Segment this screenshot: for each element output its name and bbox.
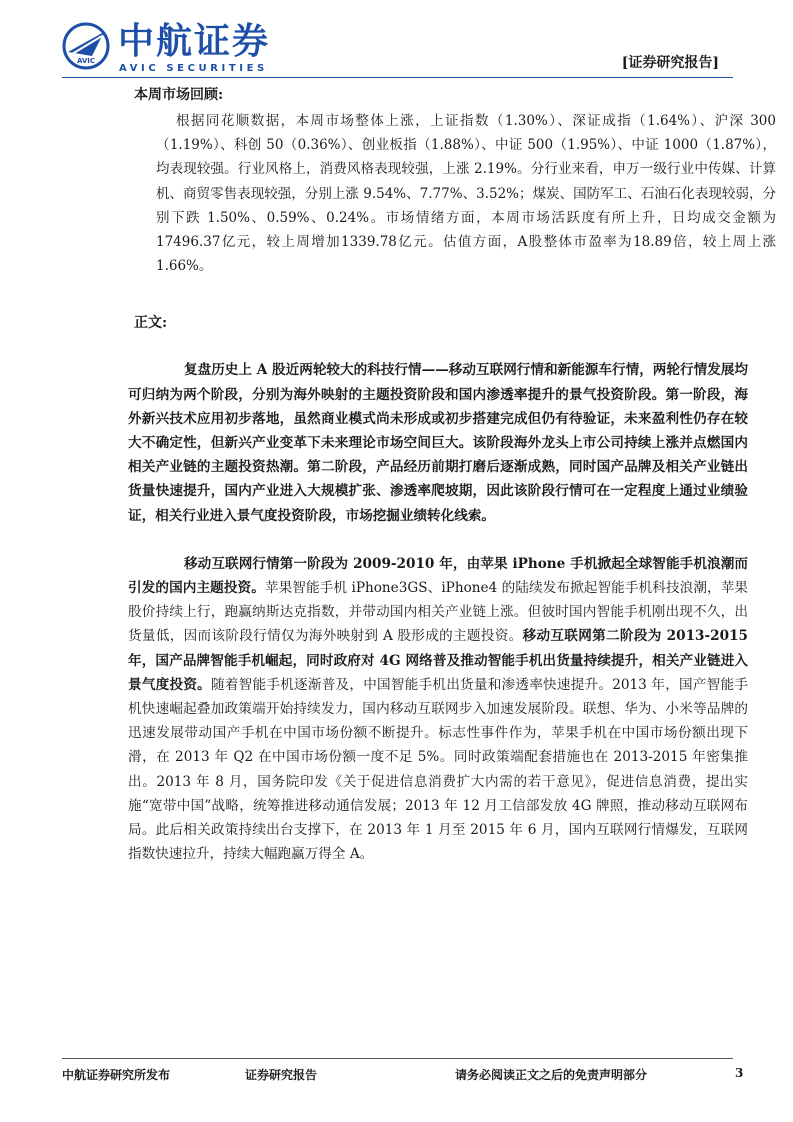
avic-emblem-icon <box>62 22 110 70</box>
page-number: 3 <box>735 1066 744 1080</box>
page-content <box>128 84 776 866</box>
header-divider <box>62 77 733 78</box>
report-type-tag: [证券研究报告] <box>621 55 719 71</box>
logo-english: AVIC SECURITIES <box>119 63 268 74</box>
mobile-internet-phase-1-summary: 移动互联网行情第一阶段为 2009-2010 年，由苹果 iPhone 手机掀起全球智能手机浪潮而引发的国内主题投资。 <box>128 555 748 597</box>
footer-divider <box>62 1058 733 1059</box>
page-header <box>0 0 793 80</box>
logo-chinese: 中航证券 <box>118 21 271 62</box>
mobile-internet-phase-2-detail: 随着智能手机逐渐普及，中国智能手机出货量和渗透率快速提升。2013 年，国产智能手机快速崛起叠加政策端开始持续发力，国内移动互联网步入加速发展阶段。联想、华为、小米等品牌的迅速发展带动国产手机在中国市场份额不断提升。标志性事件作为，苹果手机在中国市场份额出现下滑，在 2013 年 Q2 在中国市场份额一度不足 5%。同时政策端配套措施也在 2013-2015 年密集推出。2013 年 8 月，国务院印发《关于促进信息消费扩大内需的若干意见》，促进信息消费，提出实施“宽带中国”战略，统筹推进移动通信发展；2013 年 12 月工信部发放 4G 牌照，推动移动互联网布局。此后相关政策持续出台支撑下，在 2013 年 1 月至 2015 年 6 月，国内互联网行情爆发，互联网指数快速拉升，持续大幅跑赢万得全 A。 <box>128 676 748 863</box>
weekly-review-text: 根据同花顺数据，本周市场整体上涨，上证指数（1.30%）、深证成指（1.64%）、沪深 300（1.19%）、科创 50（0.36%）、创业板指（1.88%）、中证 500（1.95%）、中证 1000（1.87%），均表现较强。行业风格上，消费风格表现较强，上涨 2.19%。分行业来看，申万一级行业中传媒、计算机、商贸零售表现较强，分别上涨 9.54%、7.77%、3.52%；煤炭、国防军工、石油石化表现较弱，分别下跌 1.50%、0.59%、0.24%。市场情绪方面，本周市场活跃度有所上升，日均成交金额为17496.37亿元，较上周增加1339.78亿元。估值方面，A股整体市盈率为18.89倍，较上周上涨1.66%。 <box>156 113 776 275</box>
body-paragraph-1-text: 复盘历史上 A 股近两轮较大的科技行情——移动互联网行情和新能源车行情，两轮行情发展均可归纳为两个阶段，分别为海外映射的主题投资阶段和国内渗透率提升的景气投资阶段。第一阶段，海外新兴技术应用初步落地，虽然商业模式尚未形成或初步搭建完成但仍有待验证，未来盈利性仍存在较大不确定性，但新兴产业变革下未来理论市场空间巨大。该阶段海外龙头上市公司持续上涨并点燃国内相关产业链的主题投资热潮。第二阶段，产品经历前期打磨后逐渐成熟，同时国产品牌及相关产业链出货量快速提升，国内产业进入大规模扩张、渗透率爬坡期，因此该阶段行情可在一定程度上通过业绩验证，相关行业进入景气度投资阶段，市场挖掘业绩转化线索。 <box>128 362 748 524</box>
footer-disclaimer: 请务必阅读正文之后的免责声明部分 <box>455 1068 648 1082</box>
body-paragraph-1 <box>128 358 748 527</box>
main-text-heading: 正文: <box>134 315 168 332</box>
mobile-internet-phase-2-summary: 移动互联网第二阶段为 2013-2015 年，国产品牌智能手机崛起，同时政府对 4G 网络普及推动智能手机出货量持续提升，相关产业链进入景气度投资。 <box>128 628 748 693</box>
body-paragraph-2 <box>128 552 748 867</box>
mobile-internet-phase-1-detail: 苹果智能手机 iPhone3GS、iPhone4 的陆续发布掀起智能手机科技浪潮，苹果股价持续上行，跑赢纳斯达克指数，并带动国内相关产业链上涨。但彼时国内智能手机刚出现不久，出货量低，因而该阶段行情仅为海外映射到 A 股形成的主题投资。 <box>128 580 748 645</box>
weekly-review-heading: 本周市场回顾: <box>134 87 224 103</box>
footer-publisher: 中航证券研究所发布 <box>62 1068 171 1082</box>
svg-text:AVIC: AVIC <box>76 57 96 65</box>
footer-report-type: 证券研究报告 <box>245 1068 318 1082</box>
